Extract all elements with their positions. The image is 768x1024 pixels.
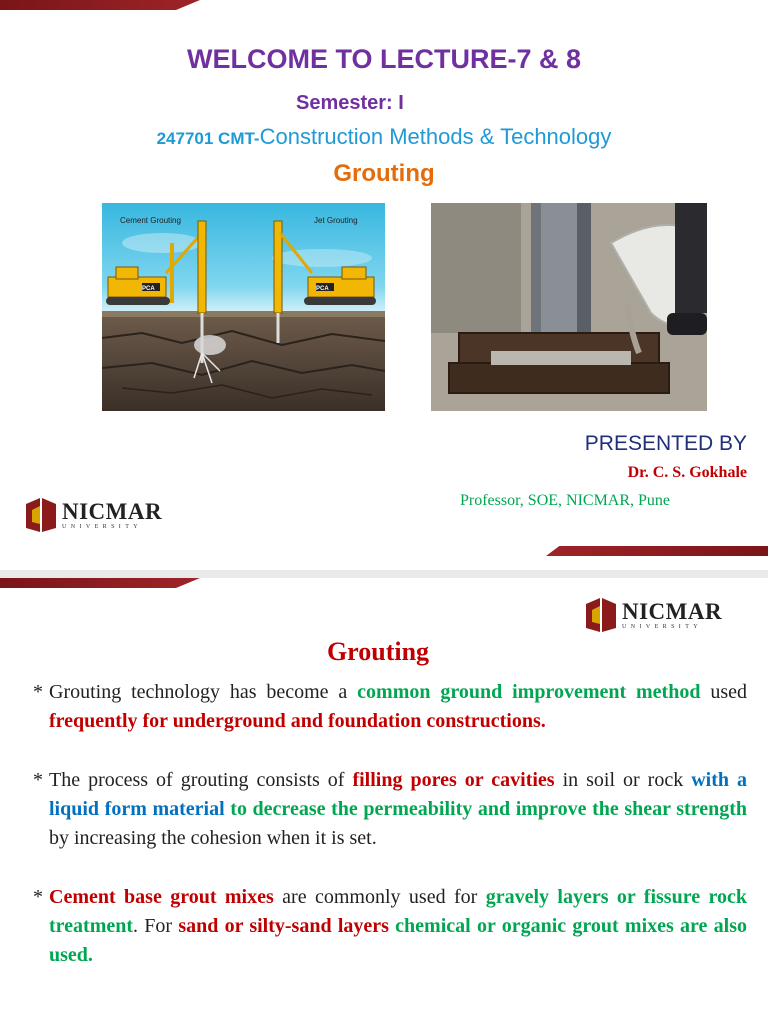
bullet-marker: * (33, 886, 43, 908)
cement-grouting-label: Cement Grouting (120, 216, 181, 225)
top-decor-band (0, 0, 200, 10)
bullet-3-highlight-red-2: sand or silty-sand layers (178, 915, 389, 937)
semester-label: Semester: I (296, 92, 404, 114)
logo-subtitle-2: UNIVERSITY (622, 623, 702, 630)
bullet-2-text: The process of grouting consists of (49, 769, 353, 791)
bullet-3-text: are commonly used for (273, 886, 486, 908)
lecture-title: WELCOME TO LECTURE-7 & 8 (186, 44, 582, 74)
bullet-3-highlight-green-2: chemical or organic grout mixes are also used. (49, 915, 747, 966)
logo-name: NICMAR (62, 498, 163, 524)
presenter-name: Dr. C. S. Gokhale (627, 464, 747, 481)
bullet-2-highlight-green: to decrease the permeability and improve the shear strength (230, 798, 747, 820)
logo-subtitle: UNIVERSITY (62, 523, 142, 530)
bottom-decor-band (546, 546, 768, 556)
bullet-3 (33, 883, 747, 970)
bullet-marker: * (33, 681, 43, 703)
logo-name-2: NICMAR (622, 598, 723, 624)
bullet-2-highlight-blue: with a liquid form material (49, 769, 747, 820)
grouting-rigs-drawing (102, 203, 385, 411)
topic-title: Grouting (333, 160, 435, 187)
base-plate-grouting-photo (431, 203, 707, 411)
course-title (0, 124, 768, 150)
left-rig-badge: PCA (142, 286, 155, 292)
bullet-1-text: Grouting technology has become a (49, 681, 358, 703)
slide-divider (0, 570, 768, 578)
bullet-1 (33, 678, 747, 736)
top-decor-band-2 (0, 578, 200, 588)
bullet-3-highlight-green: gravely layers or fissure rock treatment (49, 886, 747, 937)
bullet-2-text-3: by increasing the cohesion when it is set. (49, 827, 377, 849)
content-slide (0, 578, 768, 1024)
bullet-list (33, 678, 747, 1000)
bullet-3-text-2: . For (133, 915, 179, 937)
nicmar-logo (26, 498, 162, 532)
bullet-marker: * (33, 769, 43, 791)
presenter-affiliation: Professor, SOE, NICMAR, Pune (460, 492, 671, 509)
nicmar-emblem-icon-2 (586, 598, 616, 632)
bullet-1-text-2: used (700, 681, 747, 703)
bullet-2-text-2: in soil or rock (554, 769, 692, 791)
bullet-1-highlight-green: common ground improvement method (357, 681, 701, 703)
course-name: Construction Methods & Technology (259, 124, 612, 149)
base-plate-drawing (431, 203, 707, 411)
slide-title: Grouting (326, 637, 430, 666)
nicmar-emblem-icon (26, 498, 56, 532)
presented-by-label: PRESENTED BY (584, 432, 747, 455)
course-code: 247701 CMT- (156, 129, 260, 148)
grouting-rigs-illustration (102, 203, 385, 411)
bullet-2 (33, 766, 747, 853)
bullet-1-highlight-red: frequently for underground and foundation constructions. (49, 710, 546, 732)
jet-grouting-label: Jet Grouting (314, 216, 358, 225)
right-rig-badge: PCA (316, 286, 329, 292)
nicmar-logo-2 (586, 598, 722, 632)
bullet-2-highlight-red: filling pores or cavities (352, 769, 555, 791)
bullet-3-highlight-red: Cement base grout mixes (49, 886, 274, 908)
